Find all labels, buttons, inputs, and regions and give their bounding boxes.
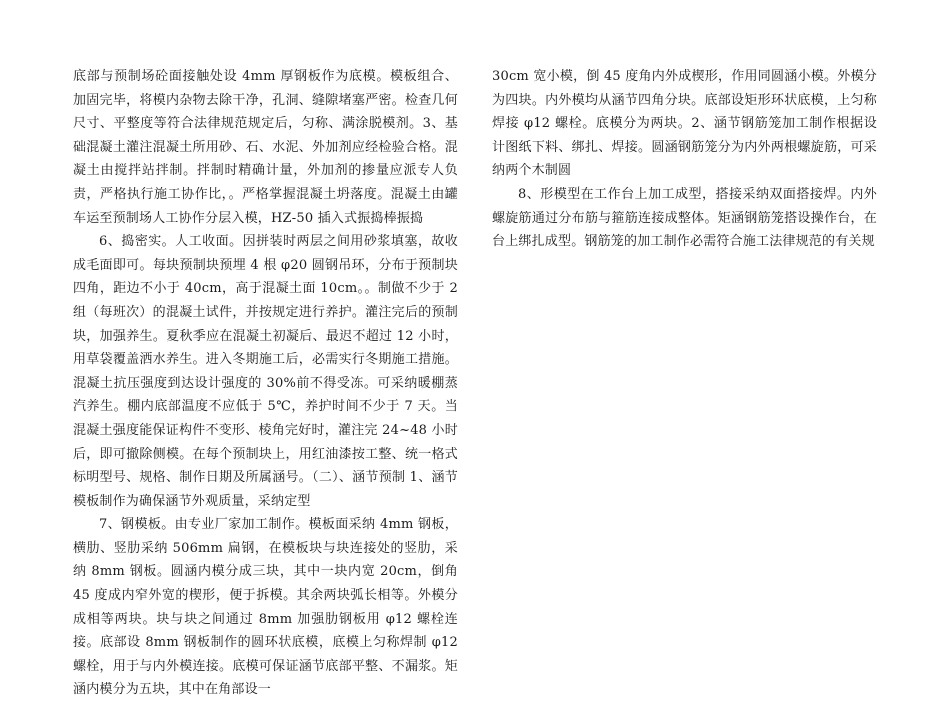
right-paragraph-1: 30cm 宽小模，倒 45 度角内外成楔形，作用同圆涵小模。外模分为四块。内外模均从涵节四角分块。底部设矩形环状底模，上匀称焊接 φ12 螺栓。底模分为两块。2、涵节钢筋笼加工制作根据设计图纸下料、绑扎、焊接。圆涵钢筋笼分为内外两根螺旋筋，可采纳两个木制圆 — [492, 69, 877, 179]
right-paragraph-2: 8、形模型在工作台上加工成型，搭接采纳双面搭接焊。内外螺旋筋通过分布筋与箍筋连接成整体。矩涵钢筋笼搭设操作台，在台上绑扎成型。钢筋笼的加工制作必需符合施工法律规范的有关规 — [492, 186, 877, 250]
left-paragraph-2: 6、捣密实。人工收面。因拼装时两层之间用砂浆填塞，故收成毛面即可。每块预制块预埋 4 根 φ20 圆钢吊环，分布于预制块四角，距边不小于 40cm，高于混凝土面 10cm。。制做不少于 2 组（每班次）的混凝土试件，并按规定进行养护。灌注完后的预制块，加强养生。夏秋季应在混凝土初凝后、最迟不超过 12 小时，用草袋覆盖洒水养生。进入冬期施工后，必需实行冬期施工措施。混凝土抗压强度到达设计强度的 30%前不得受冻。可采纳暖棚蒸汽养生。棚内底部温度不应低于 5℃，养护时间不少于 7 天。当混凝土强度能保证构件不变形、棱角完好时，灌注完 24~48 小时后，即可撤除侧模。在每个预制块上，用红油漆按工整、统一格式标明型号、规格、制作日期及所属涵号。（二）、涵节预制 1、涵节模板制作为确保涵节外观质量，采纳定型 — [73, 234, 458, 509]
left-paragraph-1: 底部与预制场砼面接触处设 4mm 厚钢板作为底模。模板组合、加固完毕，将模内杂物去除干净，孔洞、缝隙堵塞严密。检查几何尺寸、平整度等符合法律规范规定后，匀称、满涂脱模剂。3、基础混凝土灌注混凝土所用砂、石、水泥、外加剂应经检验合格。混凝土由搅拌站拌制。拌制时精确计量，外加剂的掺量应派专人负责，严格执行施工协作比，。严格掌握混凝土坍落度。混凝土由罐车运至预制场人工协作分层入模，HZ-50 插入式振捣棒振捣 — [73, 69, 458, 226]
left-paragraph-3: 7、钢模板。由专业厂家加工制作。模板面采纳 4mm 钢板，横肋、竖肋采纳 506mm 扁钢，在模板块与块连接处的竖肋，采纳 8mm 钢板。圆涵内模分成三块，其中一块内宽 20cm，倒角 45 度成内窄外宽的楔形，便于拆模。其余两块弧长相等。外模分成相等两块。块与块之间通过 8mm 加强肋钢板用 φ12 螺栓连接。底部设 8mm 钢板制作的圆环状底模，底模上匀称焊制 φ12 螺栓，用于与内外模连接。底模可保证涵节底部平整、不漏浆。矩涵内模分为五块，其中在角部设一 — [73, 517, 458, 698]
left-column — [73, 65, 458, 702]
right-column — [492, 65, 877, 254]
